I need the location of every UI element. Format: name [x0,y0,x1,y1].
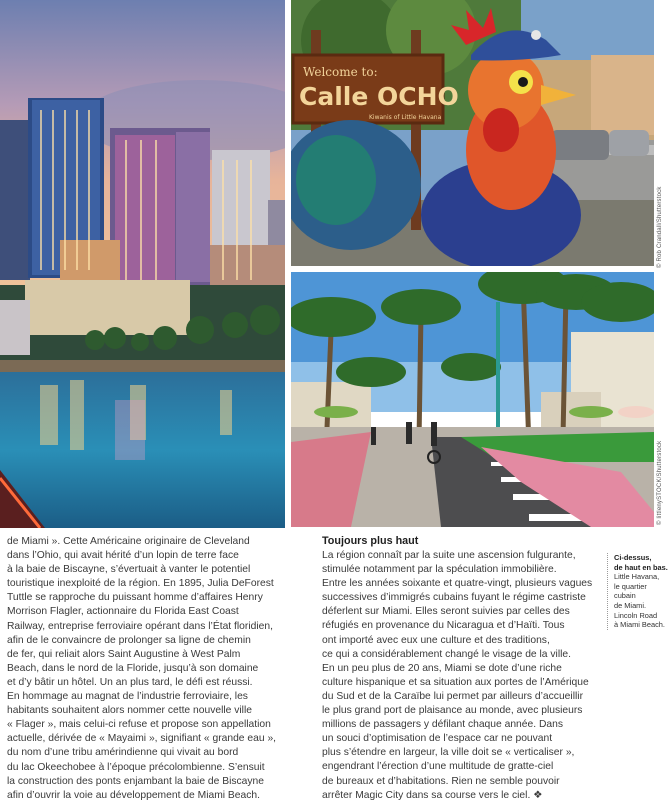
sign-line2: Calle OCHO [299,82,459,111]
text-line: du nom d’une tribu amérindienne qui vivait au bord [7,747,239,759]
lincoln-road-photo [291,272,654,527]
caption-line: de Miami. [614,600,647,610]
text-line: le plus grand port de plaisance au monde, avec plusieurs [322,705,583,717]
caption-line: à Miami Beach. [614,620,665,630]
text-line: engendrant l’érection d’une multitude de gratte-ciel [322,761,554,773]
text-line: ce qui a considérablement changé le visage de la ville. [322,648,571,660]
text-line: de bureaux et d’habitations. Rien ne semble pouvoir [322,775,560,787]
text-line: « Flager », mais celui-ci refuse et propose son appellation [7,719,271,731]
photo-credit-top: © Rob Crandall/Shutterstock [657,186,663,268]
caption-line: le quartier [614,581,647,591]
text-line: du Sud et de la Caraïbe lui permet par ailleurs d’accueillir [322,690,583,702]
text-line: plus s’étendre en largeur, la ville doit se « verticaliser », [322,747,575,759]
caption-title-line: de haut en bas. [614,562,668,572]
photo-caption [607,553,671,630]
text-line: réfugiés en provenance du Nicaragua et d’Haïti. Tous [322,620,565,632]
text-line: à la baie de Biscayne, s’évertuait à vanter le potentiel [7,564,251,576]
text-line: de fer, qui reliait alors Saint Augustine à West Palm [7,648,241,660]
text-line: Railway, entreprise ferroviaire opérant dans l’État floridien, [7,620,273,632]
calle-ocho-rooster-photo [291,0,654,266]
caption-title-line: Ci-dessus, [614,553,652,562]
text-line: Entre les années soixante et quatre-vingt, plusieurs vagues [322,578,593,590]
text-line: Beach, dans le nord de la Floride, jusqu’à son domaine [7,662,259,674]
text-line: successives d’immigrés cubains fuyant le régime castriste [322,592,586,604]
photo-credit-bottom: © littlenySTOCK/Shutterstock [657,440,663,525]
text-line: ont importé avec eux une culture et des traditions, [322,634,550,646]
text-line: déferlent sur Miami. Elles seront suivies par celles des [322,606,570,618]
text-line: un souci d’optimisation de l’espace car ne pouvant [322,733,553,745]
text-line: afin d’ouvrir la voie au développement de Miami Beach. [7,789,260,801]
text-line: de Miami ». Cette Américaine originaire de Cleveland [7,536,250,547]
text-line: du lac Okeechobee à l’époque précolombienne. S’ensuit [7,761,265,773]
text-line: touristique inexploité de la région. En 1895, Julia DeForest [7,578,274,590]
text-line: actuelle, dérivée de « Mayaimi », signifiant « grande eau », [7,733,277,745]
caption-line: cubain [614,591,636,601]
sign-line3: Kiwanis of Little Havana [369,114,442,121]
text-line: Morrison Flagler, actionnaire du Florida East Coast [7,606,239,618]
article-column-middle [322,535,604,803]
text-line: millions de passagers y défilant chaque année. Dans [322,719,563,731]
text-line: En hommage au magnat de l’industrie ferroviaire, les [7,691,248,703]
text-line: arrêter Magic City dans sa course vers le ciel. ❖ [322,789,543,801]
text-line: dans l’Ohio, qui avait hérité d’un lopin de terre face [7,550,239,562]
sign-line1: Welcome to: [303,65,378,79]
text-line: En un peu plus de 20 ans, Miami se dote d’une riche [322,662,562,674]
text-line: La région connaît par la suite une ascension fulgurante, [322,550,576,561]
text-line: afin de le convaincre de prolonger sa ligne de chemin [7,634,251,646]
miami-skyline-photo [0,0,285,528]
text-line: culture hispanique et sa situation aux portes de l’Amérique [322,676,589,688]
caption-line: Little Havana, [614,572,660,582]
text-line: la construction des ponts enjambant la baie de Biscayne [7,775,265,787]
caption-line: Lincoln Road [614,610,658,620]
text-line: et d’y bâtir un hôtel. Un an plus tard, le défi est réussi. [7,676,253,688]
section-heading: Toujours plus haut [322,535,419,547]
text-line: habitants souhaitent alors nommer cette nouvelle ville [7,705,252,717]
article-column-left [7,535,297,803]
text-line: Tuttle se rapproche du puissant homme d’affaires Henry [7,592,263,604]
text-line: stimulée notamment par la spéculation immobilière. [322,564,557,576]
